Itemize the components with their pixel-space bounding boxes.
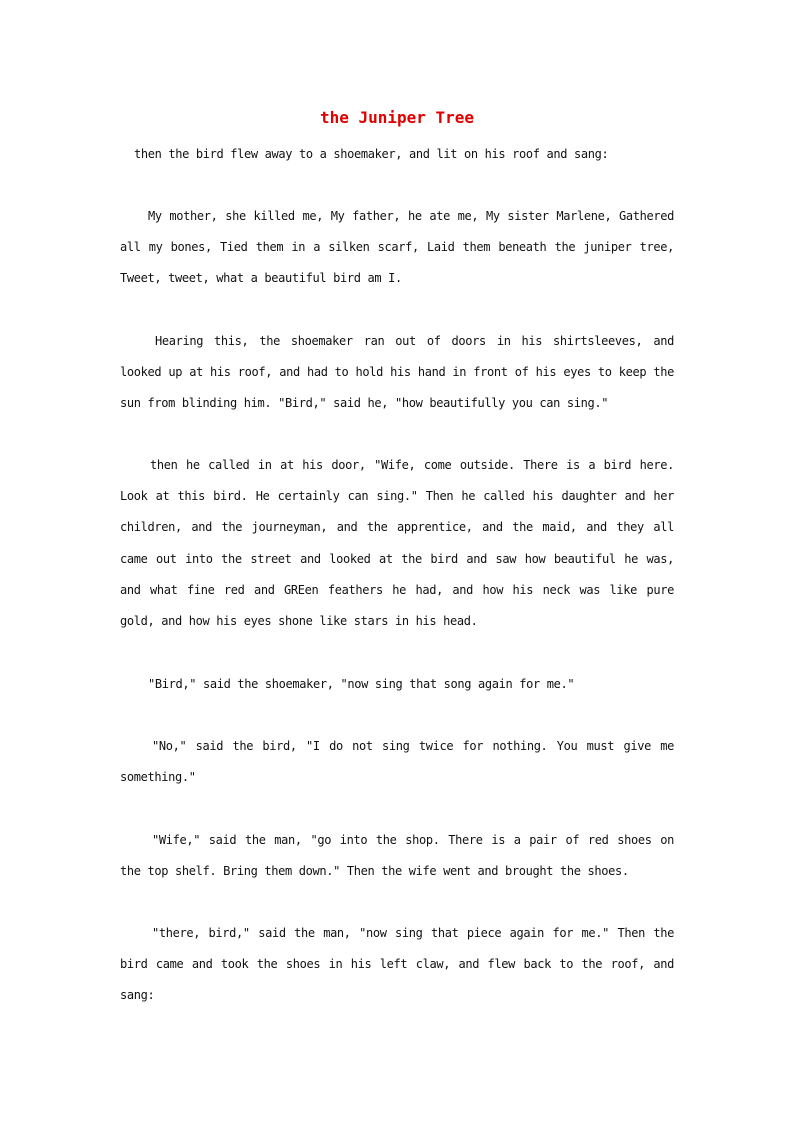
paragraph: then he called in at his door, "Wife, come outside. There is a bird here. Look at this bird. He certainly can sing." Then he called his daughter and her children, and the journeyman, and the apprentice, and the maid, and they all came out into the street and looked at the bird and saw how beautiful he was, and what fine red and GREen feathers he had, and how his neck was like pure gold, and how his eyes shone like stars in his head. xyxy=(120,458,674,629)
paragraph: "Bird," said the shoemaker, "now sing that song again for me." xyxy=(148,677,575,691)
paragraph: "Wife," said the man, "go into the shop. There is a pair of red shoes on the top shelf. Bring them down." Then the wife went and brought the shoes. xyxy=(120,833,674,879)
paragraph: then the bird flew away to a shoemaker, and lit on his roof and sang: xyxy=(134,147,609,161)
document-title: the Juniper Tree xyxy=(319,108,475,127)
paragraph: "No," said the bird, "I do not sing twice for nothing. You must give me something." xyxy=(120,739,674,785)
verse-paragraph: My mother, she killed me, My father, he ate me, My sister Marlene, Gathered all my bones, Tied them in a silken scarf, Laid them beneath the juniper tree, Tweet, tweet, what a beautiful bird am I. xyxy=(120,209,674,286)
paragraph: "there, bird," said the man, "now sing that piece again for me." Then the bird came and took the shoes in his left claw, and flew back to the roof, and sang: xyxy=(120,926,674,1003)
paragraph: Hearing this, the shoemaker ran out of doors in his shirtsleeves, and looked up at his roof, and had to hold his hand in front of his eyes to keep the sun from blinding him. "Bird," said he, "how beautifully you can sing." xyxy=(120,334,674,411)
